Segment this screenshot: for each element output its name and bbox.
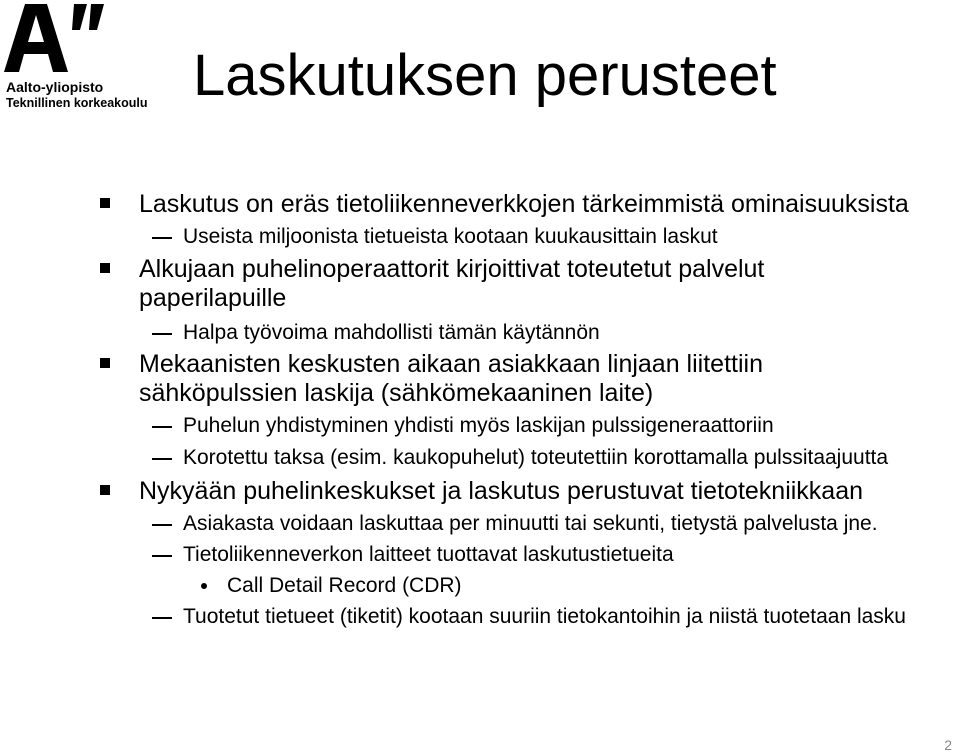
- bullet-text: Mekaanisten keskusten aikaan asiakkaan linjaan liitettiin sähköpulssien laskija (sähkömekaaninen laite): [139, 350, 763, 407]
- round-bullet-icon: [201, 583, 207, 589]
- dash-bullet-icon: [152, 524, 172, 526]
- bullet-text: Alkujaan puhelinoperaattorit kirjoittivat toteutetut palvelut paperilapuille: [139, 255, 765, 312]
- bullet-text: Call Detail Record (CDR): [227, 574, 462, 597]
- bullet-text: Tietoliikenneverkon laitteet tuottavat laskutustietueita: [183, 543, 674, 566]
- slide-title: Laskutuksen perusteet: [193, 43, 777, 108]
- square-bullet-icon: [100, 198, 110, 208]
- bullet-item: [139, 350, 909, 408]
- logo-school-name: Teknillinen korkeakoulu: [6, 96, 148, 110]
- bullet-item: [183, 511, 923, 537]
- aalto-logo: [4, 4, 174, 108]
- dash-bullet-icon: [152, 555, 172, 557]
- dash-bullet-icon: [152, 458, 172, 460]
- square-bullet-icon: [100, 358, 110, 368]
- aalto-a-mark: [4, 4, 108, 76]
- bullet-item: [183, 413, 923, 439]
- bullet-text: Nykyään puhelinkeskukset ja laskutus perustuvat tietotekniikkaan: [139, 477, 864, 505]
- square-bullet-icon: [100, 263, 110, 273]
- bullet-text: Tuotetut tietueet (tiketit) kootaan suuriin tietokantoihin ja niistä tuotetaan lasku: [183, 605, 906, 628]
- bullet-list: [0, 190, 960, 630]
- dash-bullet-icon: [152, 426, 172, 428]
- page-number: 2: [944, 737, 952, 753]
- bullet-text: Laskutus on eräs tietoliikenneverkkojen tärkeimmistä ominaisuuksista: [139, 190, 909, 218]
- bullet-item: [183, 320, 923, 346]
- bullet-item: [183, 604, 923, 630]
- dash-bullet-icon: [152, 237, 172, 239]
- dash-bullet-icon: [152, 617, 172, 619]
- bullet-item: [139, 190, 909, 219]
- bullet-item: [183, 542, 923, 568]
- logo-university-name: Aalto-yliopisto: [6, 79, 104, 95]
- square-bullet-icon: [100, 485, 110, 495]
- bullet-item: [227, 573, 917, 599]
- bullet-text: Korotettu taksa (esim. kaukopuhelut) toteutettiin korottamalla pulssitaajuutta: [183, 446, 889, 469]
- bullet-text: Puhelun yhdistyminen yhdisti myös laskijan pulssigeneraattoriin: [183, 414, 774, 437]
- bullet-text: Asiakasta voidaan laskuttaa per minuutti tai sekunti, tietystä palvelusta jne.: [183, 512, 878, 535]
- bullet-item: [139, 255, 909, 313]
- dash-bullet-icon: [152, 333, 172, 335]
- bullet-text: Useista miljoonista tietueista kootaan kuukausittain laskut: [183, 225, 718, 248]
- bullet-item: [139, 477, 909, 506]
- bullet-text: Halpa työvoima mahdollisti tämän käytännön: [183, 321, 600, 344]
- bullet-item: [183, 224, 923, 250]
- bullet-item: [183, 445, 923, 471]
